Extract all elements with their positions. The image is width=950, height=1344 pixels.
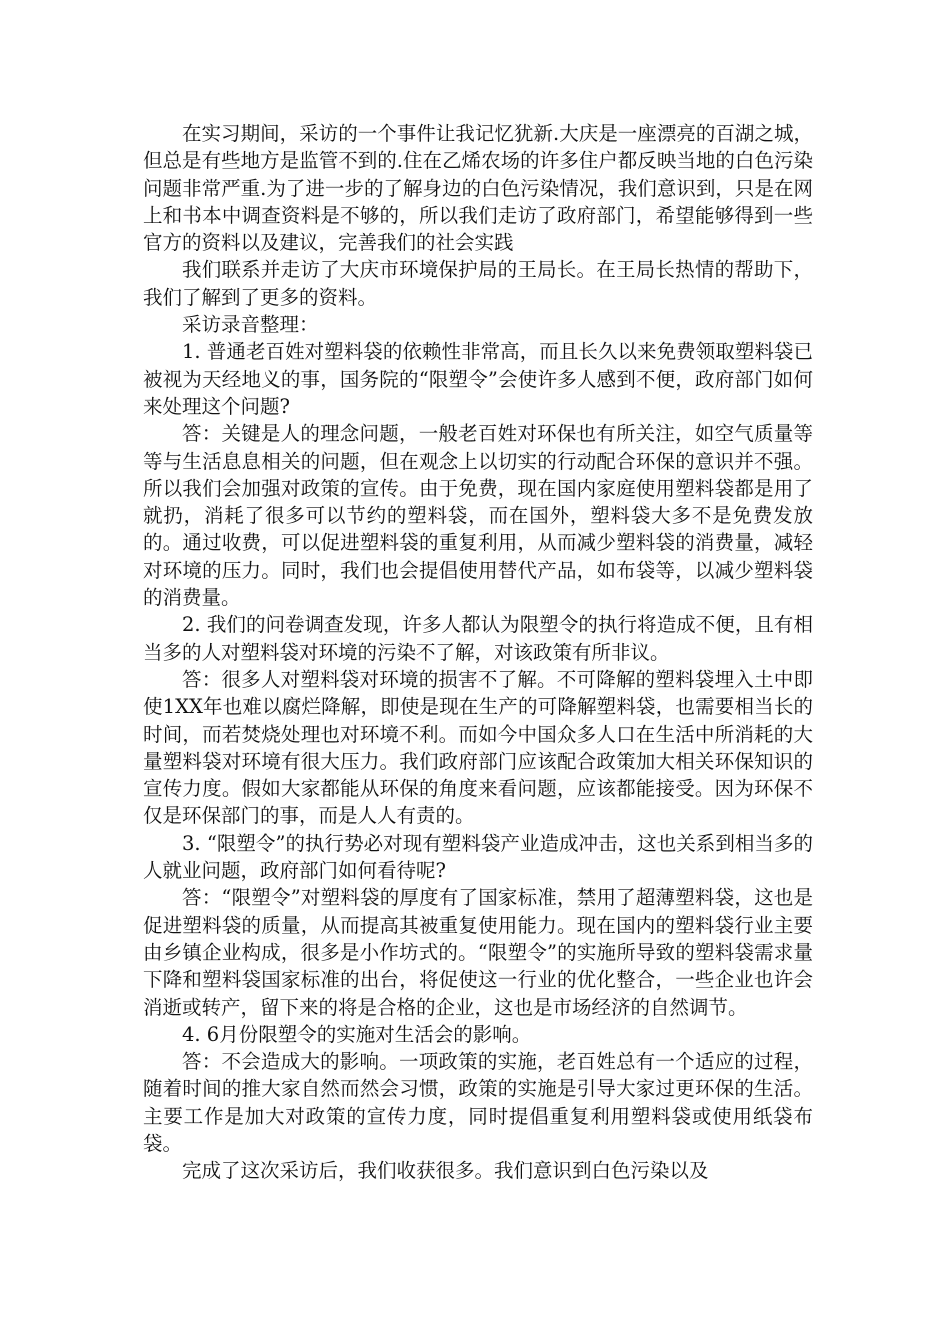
paragraph-answer-4: 答：不会造成大的影响。一项政策的实施，老百姓总有一个适应的过程，随着时间的推大家自然而然会习惯，政策的实施是引导大家过更环保的生活。主要工作是加大对政策的宣传力度，同时提倡重复利用塑料袋或使用纸袋布袋。 [143, 1050, 813, 1155]
paragraph-question-4: 4. 6月份限塑令的实施对生活会的影响。 [182, 1022, 532, 1046]
paragraph-answer-3: 答：“限塑令”对塑料袋的厚度有了国家标准，禁用了超薄塑料袋，这也是促进塑料袋的质量，从而提高其被重复使用能力。现在国内的塑料袋行业主要由乡镇企业构成，很多是小作坊式的。“限塑令”的实施所导致的塑料袋需求量下降和塑料袋国家标准的出台，将促使这一行业的优化整合，一些企业也许会消逝或转产，留下来的将是合格的企业，这也是市场经济的自然调节。 [143, 886, 813, 1019]
document-body [143, 120, 813, 1185]
paragraph-question-1: 1. 普通老百姓对塑料袋的依赖性非常高，而且长久以来免费领取塑料袋已被视为天经地义的事，国务院的“限塑令”会使许多人感到不便，政府部门如何来处理这个问题? [143, 340, 813, 418]
paragraph-answer-1: 答：关键是人的理念问题，一般老百姓对环保也有所关注，如空气质量等等与生活息息相关的问题，但在观念上以切实的行动配合环保的意识并不强。所以我们会加强对政策的宣传。由于免费，现在国内家庭使用塑料袋都是用了就扔，消耗了很多可以节约的塑料袋，而在国外，塑料袋大多不是免费发放的。通过收费，可以促进塑料袋的重复利用，从而减少塑料袋的消费量，减轻对环境的压力。同时，我们也会提倡使用替代产品，如布袋等，以减少塑料袋的消费量。 [143, 422, 813, 610]
paragraph-question-3: 3. “限塑令”的执行势必对现有塑料袋产业造成冲击，这也关系到相当多的人就业问题，政府部门如何看待呢? [143, 831, 813, 883]
paragraph-question-2: 2. 我们的问卷调查发现，许多人都认为限塑令的执行将造成不便，且有相当多的人对塑料袋对环境的污染不了解，对该政策有所非议。 [143, 613, 813, 664]
paragraph-transcript-heading: 采访录音整理： [182, 313, 319, 337]
paragraph-intro: 在实习期间，采访的一个事件让我记忆犹新.大庆是一座漂亮的百湖之城，但总是有些地方是监管不到的.住在乙烯农场的许多住户都反映当地的白色污染问题非常严重.为了进一步的了解身边的白色污染情况，我们意识到，只是在网上和书本中调查资料是不够的，所以我们走访了政府部门，希望能够得到一些官方的资料以及建议，完善我们的社会实践 [143, 122, 813, 255]
paragraph-answer-2: 答：很多人对塑料袋对环境的损害不了解。不可降解的塑料袋埋入土中即使1XX年也难以腐烂降解，即使是现在生产的可降解塑料袋，也需要相当长的时间，而若焚烧处理也对环境不利。而如今中国众多人口在生活中所消耗的大量塑料袋对环境有很大压力。我们政府部门应该配合政策加大相关环保知识的宣传力度。假如大家都能从环保的角度来看问题，应该都能接受。因为环保不仅是环保部门的事，而是人人有责的。 [143, 667, 813, 828]
paragraph-conclusion: 完成了这次采访后，我们收获很多。我们意识到白色污染以及 [182, 1159, 709, 1183]
paragraph-visit: 我们联系并走访了大庆市环境保护局的王局长。在王局长热情的帮助下，我们了解到了更多的资料。 [143, 258, 813, 309]
